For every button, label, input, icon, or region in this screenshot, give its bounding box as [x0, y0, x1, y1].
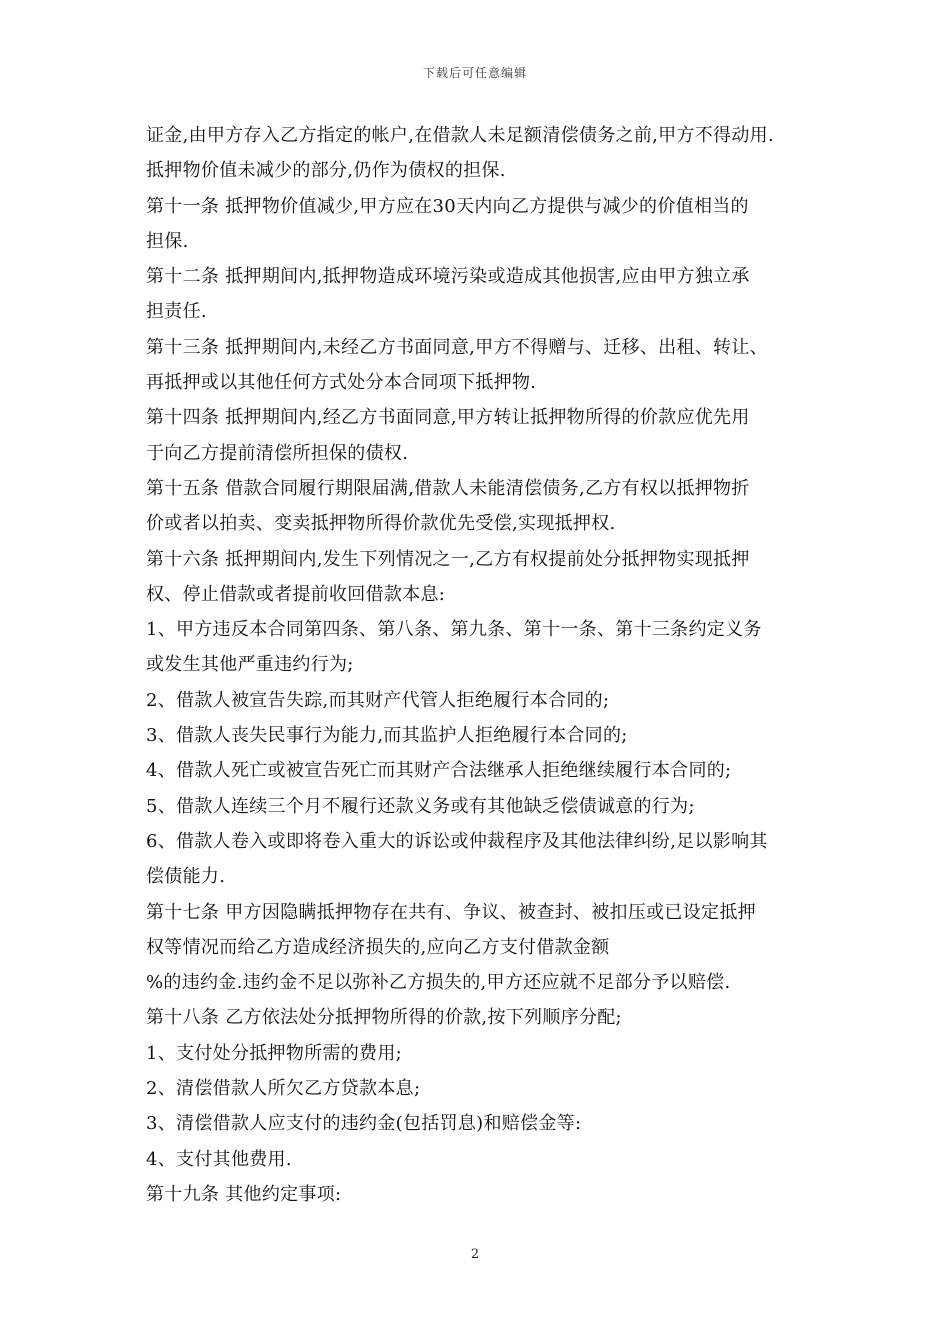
text-line: 第十四条 抵押期间内,经乙方书面同意,甲方转让抵押物所得的价款应优先用 [146, 407, 750, 429]
page-number: 2 [470, 1247, 480, 1262]
text-line: 2、借款人被宣告失踪,而其财产代管人拒绝履行本合同的; [146, 689, 610, 711]
text-line: 价或者以拍卖、变卖抵押物所得价款优先受偿,实现抵押权. [146, 513, 616, 535]
text-line: 第十七条 甲方因隐瞒抵押物存在共有、争议、被查封、被扣压或已设定抵押 [146, 901, 756, 923]
text-line: 第十五条 借款合同履行期限届满,借款人未能清偿债务,乙方有权以抵押物折 [146, 477, 750, 499]
header-note: 下载后可任意编辑 [422, 66, 527, 80]
text-line: 4、支付其他费用. [146, 1148, 292, 1170]
text-line: 担责任. [146, 301, 207, 323]
text-line: 第十一条 抵押物价值减少,甲方应在30天内向乙方提供与减少的价值相当的 [146, 195, 749, 217]
text-line: 3、借款人丧失民事行为能力,而其监护人拒绝履行本合同的; [146, 725, 628, 747]
text-line: 证金,由甲方存入乙方指定的帐户,在借款人未足额清偿债务之前,甲方不得动用. [146, 125, 774, 146]
text-line: 抵押物价值未减少的部分,仍作为债权的担保. [146, 160, 506, 182]
text-line: 再抵押或以其他任何方式处分本合同项下抵押物. [146, 372, 537, 394]
text-line: 权、停止借款或者提前收回借款本息: [146, 583, 446, 605]
text-line: %的违约金.违约金不足以弥补乙方损失的,甲方还应就不足部分予以赔偿. [146, 972, 731, 994]
text-line: 第十六条 抵押期间内,发生下列情况之一,乙方有权提前处分抵押物实现抵押 [146, 548, 750, 570]
text-line: 4、借款人死亡或被宣告死亡而其财产合法继承人拒绝继续履行本合同的; [146, 760, 732, 782]
text-line: 第十九条 其他约定事项: [146, 1183, 342, 1205]
text-line: 2、清偿借款人所欠乙方贷款本息; [146, 1078, 421, 1100]
text-line: 第十八条 乙方依法处分抵押物所得的价款,按下列顺序分配; [146, 1007, 622, 1029]
text-line: 偿债能力. [146, 866, 226, 888]
text-line: 5、借款人连续三个月不履行还款义务或有其他缺乏偿债诚意的行为; [146, 795, 695, 817]
text-line: 3、清偿借款人应支付的违约金(包括罚息)和赔偿金等: [146, 1113, 582, 1135]
text-line: 于向乙方提前清偿所担保的债权. [146, 442, 409, 464]
text-line: 第十二条 抵押期间内,抵押物造成环境污染或造成其他损害,应由甲方独立承 [146, 266, 750, 288]
text-line: 权等情况而给乙方造成经济损失的,应向乙方支付借款金额 [146, 936, 610, 958]
text-line: 1、支付处分抵押物所需的费用; [146, 1042, 403, 1064]
text-line: 6、借款人卷入或即将卷入重大的诉讼或仲裁程序及其他法律纠纷,足以影响其 [146, 830, 768, 852]
text-line: 第十三条 抵押期间内,未经乙方书面同意,甲方不得赠与、迁移、出租、转让、 [146, 336, 768, 358]
text-line: 1、甲方违反本合同第四条、第八条、第九条、第十一条、第十三条约定义务 [146, 619, 762, 641]
document-body [146, 118, 816, 1212]
text-line: 担保. [146, 230, 189, 252]
text-line: 或发生其他严重违约行为; [146, 654, 354, 676]
